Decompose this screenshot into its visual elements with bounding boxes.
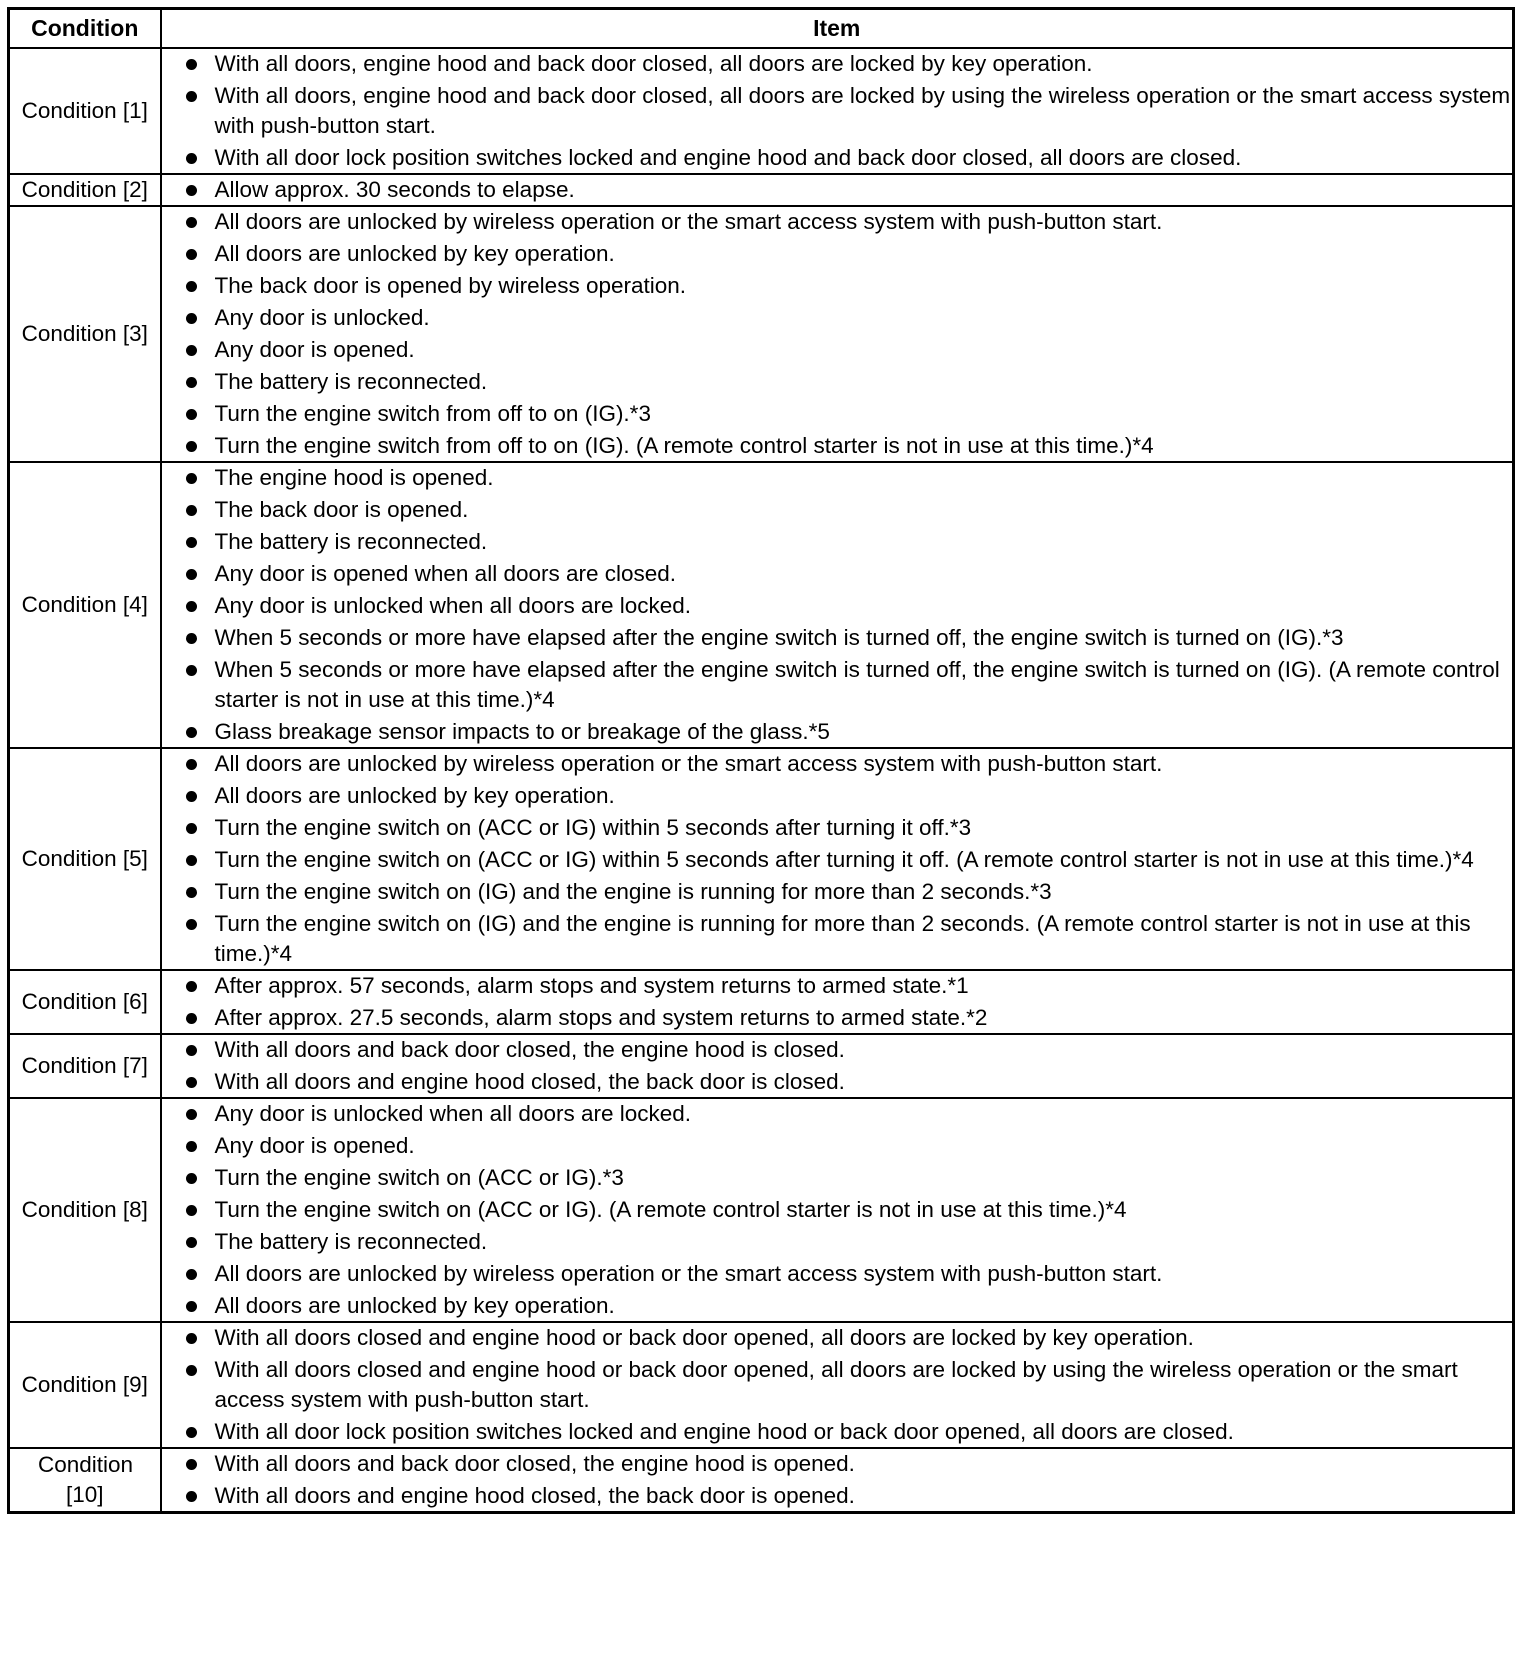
item-text: With all doors closed and engine hood or back door opened, all doors are locked by using the wireless operation or the smart access system with push-button start. bbox=[214, 1357, 1458, 1412]
list-item bbox=[162, 845, 1513, 875]
bullet-icon bbox=[186, 345, 197, 356]
list-item bbox=[162, 877, 1513, 907]
table-row bbox=[9, 174, 1514, 206]
table-row bbox=[9, 1448, 1514, 1513]
item-text: The engine hood is opened. bbox=[214, 465, 494, 490]
list-item bbox=[162, 399, 1513, 429]
item-text: Turn the engine switch from off to on (IG).*3 bbox=[214, 401, 651, 426]
condition-items bbox=[161, 748, 1514, 970]
list-item bbox=[162, 143, 1513, 173]
item-text: Any door is unlocked when all doors are locked. bbox=[214, 593, 692, 618]
item-text: The back door is opened. bbox=[214, 497, 469, 522]
list-item bbox=[162, 81, 1513, 141]
item-text: With all doors and engine hood closed, the back door is opened. bbox=[214, 1483, 855, 1508]
bullet-icon bbox=[186, 569, 197, 580]
item-text: With all doors and back door closed, the engine hood is closed. bbox=[214, 1037, 845, 1062]
bullet-icon bbox=[186, 855, 197, 866]
item-list bbox=[162, 1449, 1513, 1511]
item-list bbox=[162, 463, 1513, 747]
list-item bbox=[162, 559, 1513, 589]
condition-items bbox=[161, 1098, 1514, 1322]
item-list bbox=[162, 1323, 1513, 1447]
bullet-icon bbox=[186, 759, 197, 770]
item-text: All doors are unlocked by wireless operation or the smart access system with push-button start. bbox=[214, 1261, 1163, 1286]
item-list bbox=[162, 207, 1513, 461]
condition-table-container bbox=[7, 7, 1512, 1514]
table-row bbox=[9, 1098, 1514, 1322]
condition-items bbox=[161, 206, 1514, 462]
bullet-icon bbox=[186, 1173, 197, 1184]
bullet-icon bbox=[186, 981, 197, 992]
bullet-icon bbox=[186, 791, 197, 802]
bullet-icon bbox=[186, 601, 197, 612]
list-item bbox=[162, 749, 1513, 779]
list-item bbox=[162, 623, 1513, 653]
list-item bbox=[162, 1195, 1513, 1225]
item-text: The battery is reconnected. bbox=[214, 529, 488, 554]
item-text: Any door is opened when all doors are closed. bbox=[214, 561, 677, 586]
bullet-icon bbox=[186, 91, 197, 102]
item-text: After approx. 57 seconds, alarm stops and system returns to armed state.*1 bbox=[214, 973, 969, 998]
bullet-icon bbox=[186, 59, 197, 70]
item-text: Any door is unlocked. bbox=[214, 305, 430, 330]
list-item bbox=[162, 207, 1513, 237]
condition-label: Condition [10] bbox=[9, 1448, 161, 1513]
list-item bbox=[162, 463, 1513, 493]
list-item bbox=[162, 813, 1513, 843]
item-text: All doors are unlocked by key operation. bbox=[214, 1293, 615, 1318]
bullet-icon bbox=[186, 1491, 197, 1502]
list-item bbox=[162, 1131, 1513, 1161]
list-item bbox=[162, 1227, 1513, 1257]
item-text: Glass breakage sensor impacts to or breakage of the glass.*5 bbox=[214, 719, 830, 744]
bullet-icon bbox=[186, 313, 197, 324]
condition-items bbox=[161, 1034, 1514, 1098]
item-text: All doors are unlocked by wireless operation or the smart access system with push-button start. bbox=[214, 751, 1163, 776]
bullet-icon bbox=[186, 1269, 197, 1280]
bullet-icon bbox=[186, 1459, 197, 1470]
item-list bbox=[162, 1035, 1513, 1097]
condition-table bbox=[7, 7, 1515, 1514]
condition-items bbox=[161, 174, 1514, 206]
item-text: Any door is unlocked when all doors are locked. bbox=[214, 1101, 692, 1126]
item-text: When 5 seconds or more have elapsed after the engine switch is turned off, the engine switch is turned on (IG). (A remote control starter is not in use at this time.)*4 bbox=[214, 657, 1500, 712]
bullet-icon bbox=[186, 249, 197, 260]
list-item bbox=[162, 655, 1513, 715]
bullet-icon bbox=[186, 281, 197, 292]
item-text: With all doors, engine hood and back door closed, all doors are locked by using the wireless operation or the smart access system with push-button start. bbox=[214, 83, 1511, 138]
bullet-icon bbox=[186, 1013, 197, 1024]
condition-label: Condition [7] bbox=[9, 1034, 161, 1098]
item-text: Turn the engine switch on (ACC or IG).*3 bbox=[214, 1165, 624, 1190]
item-list bbox=[162, 1099, 1513, 1321]
list-item bbox=[162, 335, 1513, 365]
item-column-header: Item bbox=[161, 9, 1514, 49]
list-item bbox=[162, 781, 1513, 811]
bullet-icon bbox=[186, 377, 197, 388]
condition-label: Condition [3] bbox=[9, 206, 161, 462]
list-item bbox=[162, 1417, 1513, 1447]
list-item bbox=[162, 1259, 1513, 1289]
list-item bbox=[162, 591, 1513, 621]
list-item bbox=[162, 1291, 1513, 1321]
bullet-icon bbox=[186, 153, 197, 164]
list-item bbox=[162, 495, 1513, 525]
item-list bbox=[162, 971, 1513, 1033]
bullet-icon bbox=[186, 633, 197, 644]
table-row bbox=[9, 1034, 1514, 1098]
list-item bbox=[162, 303, 1513, 333]
bullet-icon bbox=[186, 473, 197, 484]
table-body bbox=[9, 48, 1514, 1513]
item-text: All doors are unlocked by key operation. bbox=[214, 241, 615, 266]
item-text: All doors are unlocked by wireless operation or the smart access system with push-button start. bbox=[214, 209, 1163, 234]
table-row bbox=[9, 206, 1514, 462]
list-item bbox=[162, 49, 1513, 79]
item-text: With all doors, engine hood and back door closed, all doors are locked by key operation. bbox=[214, 51, 1093, 76]
bullet-icon bbox=[186, 537, 197, 548]
list-item bbox=[162, 1003, 1513, 1033]
list-item bbox=[162, 1481, 1513, 1511]
bullet-icon bbox=[186, 665, 197, 676]
bullet-icon bbox=[186, 1109, 197, 1120]
bullet-icon bbox=[186, 1077, 197, 1088]
bullet-icon bbox=[186, 1237, 197, 1248]
condition-label: Condition [9] bbox=[9, 1322, 161, 1448]
list-item bbox=[162, 717, 1513, 747]
bullet-icon bbox=[186, 887, 197, 898]
item-text: After approx. 27.5 seconds, alarm stops and system returns to armed state.*2 bbox=[214, 1005, 988, 1030]
list-item bbox=[162, 1099, 1513, 1129]
condition-items bbox=[161, 462, 1514, 748]
list-item bbox=[162, 1355, 1513, 1415]
bullet-icon bbox=[186, 727, 197, 738]
item-text: Turn the engine switch on (IG) and the engine is running for more than 2 seconds.*3 bbox=[214, 879, 1052, 904]
list-item bbox=[162, 431, 1513, 461]
item-text: Any door is opened. bbox=[214, 1133, 415, 1158]
item-text: Turn the engine switch on (ACC or IG) within 5 seconds after turning it off. (A remote control starter is not in use at this time.)*4 bbox=[214, 847, 1474, 872]
condition-label: Condition [8] bbox=[9, 1098, 161, 1322]
item-text: With all doors and back door closed, the engine hood is opened. bbox=[214, 1451, 855, 1476]
condition-items bbox=[161, 1322, 1514, 1448]
bullet-icon bbox=[186, 505, 197, 516]
condition-label: Condition [2] bbox=[9, 174, 161, 206]
list-item bbox=[162, 527, 1513, 557]
item-text: With all door lock position switches locked and engine hood and back door closed, all doors are closed. bbox=[214, 145, 1242, 170]
bullet-icon bbox=[186, 919, 197, 930]
condition-items bbox=[161, 48, 1514, 174]
item-text: Allow approx. 30 seconds to elapse. bbox=[214, 177, 575, 202]
list-item bbox=[162, 1067, 1513, 1097]
list-item bbox=[162, 1163, 1513, 1193]
bullet-icon bbox=[186, 185, 197, 196]
table-row bbox=[9, 462, 1514, 748]
list-item bbox=[162, 1323, 1513, 1353]
item-text: The battery is reconnected. bbox=[214, 1229, 488, 1254]
bullet-icon bbox=[186, 1365, 197, 1376]
item-text: Turn the engine switch on (ACC or IG) within 5 seconds after turning it off.*3 bbox=[214, 815, 972, 840]
condition-label: Condition [1] bbox=[9, 48, 161, 174]
condition-label: Condition [5] bbox=[9, 748, 161, 970]
bullet-icon bbox=[186, 1205, 197, 1216]
bullet-icon bbox=[186, 1301, 197, 1312]
list-item bbox=[162, 239, 1513, 269]
item-text: When 5 seconds or more have elapsed after the engine switch is turned off, the engine switch is turned on (IG).*3 bbox=[214, 625, 1344, 650]
item-list bbox=[162, 49, 1513, 173]
bullet-icon bbox=[186, 1333, 197, 1344]
bullet-icon bbox=[186, 823, 197, 834]
bullet-icon bbox=[186, 1045, 197, 1056]
item-text: With all doors closed and engine hood or back door opened, all doors are locked by key operation. bbox=[214, 1325, 1194, 1350]
table-row bbox=[9, 748, 1514, 970]
bullet-icon bbox=[186, 1141, 197, 1152]
list-item bbox=[162, 971, 1513, 1001]
list-item bbox=[162, 1449, 1513, 1479]
list-item bbox=[162, 271, 1513, 301]
header-row bbox=[9, 9, 1514, 49]
item-text: Turn the engine switch on (ACC or IG). (A remote control starter is not in use at this time.)*4 bbox=[214, 1197, 1127, 1222]
bullet-icon bbox=[186, 1427, 197, 1438]
condition-items bbox=[161, 1448, 1514, 1513]
list-item bbox=[162, 1035, 1513, 1065]
bullet-icon bbox=[186, 409, 197, 420]
item-text: Any door is opened. bbox=[214, 337, 415, 362]
item-text: Turn the engine switch on (IG) and the engine is running for more than 2 seconds. (A remote control starter is not in use at this time.)*4 bbox=[214, 911, 1471, 966]
item-text: With all doors and engine hood closed, the back door is closed. bbox=[214, 1069, 845, 1094]
item-text: Turn the engine switch from off to on (IG). (A remote control starter is not in use at this time.)*4 bbox=[214, 433, 1154, 458]
item-text: The back door is opened by wireless operation. bbox=[214, 273, 687, 298]
condition-label: Condition [6] bbox=[9, 970, 161, 1034]
condition-items bbox=[161, 970, 1514, 1034]
condition-column-header: Condition bbox=[9, 9, 161, 49]
item-text: With all door lock position switches locked and engine hood or back door opened, all doors are closed. bbox=[214, 1419, 1234, 1444]
item-text: The battery is reconnected. bbox=[214, 369, 488, 394]
table-row bbox=[9, 970, 1514, 1034]
item-text: All doors are unlocked by key operation. bbox=[214, 783, 615, 808]
list-item bbox=[162, 175, 1513, 205]
list-item bbox=[162, 367, 1513, 397]
list-item bbox=[162, 909, 1513, 969]
condition-label: Condition [4] bbox=[9, 462, 161, 748]
item-list bbox=[162, 175, 1513, 205]
table-row bbox=[9, 48, 1514, 174]
bullet-icon bbox=[186, 441, 197, 452]
bullet-icon bbox=[186, 217, 197, 228]
item-list bbox=[162, 749, 1513, 969]
table-row bbox=[9, 1322, 1514, 1448]
